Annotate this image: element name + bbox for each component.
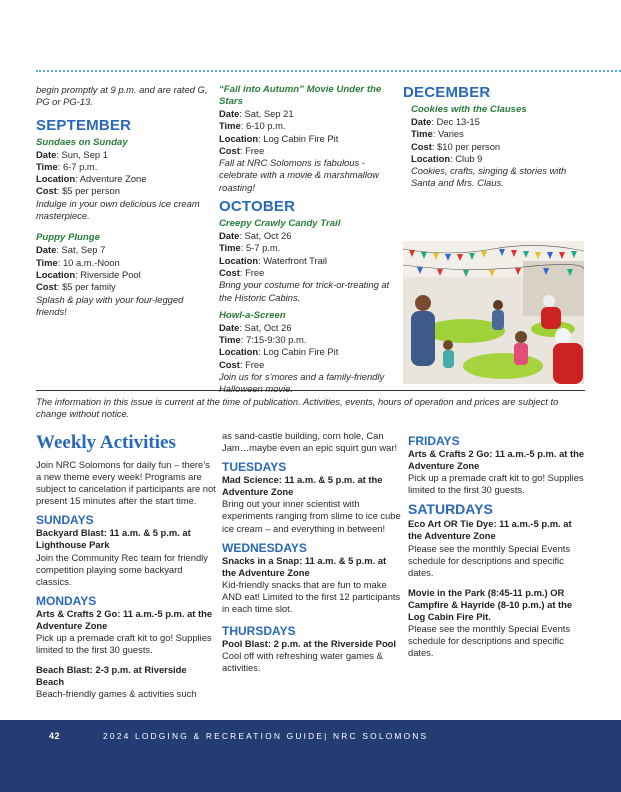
- activity-title: Movie in the Park (8:45-11 p.m.) OR Campfire & Hayride (8-10 p.m.) at the Log Cabin Fire Pit.: [408, 586, 573, 623]
- activity-description: Cool off with refreshing water games & activities.: [222, 650, 383, 674]
- events-column-2: [219, 84, 399, 396]
- event-description: Splash & play with your four-legged friends!: [36, 293, 184, 317]
- section-divider: [36, 390, 585, 391]
- event-time: Time: 7:15-9:30 p.m.: [219, 334, 307, 346]
- activity-description-continued: as sand-castle building, corn hole, Can Jam…maybe even an epic squirt gun war!: [222, 430, 398, 454]
- event-location: Location: Log Cabin Fire Pit: [219, 132, 339, 144]
- event-location: Location: Adventure Zone: [36, 173, 147, 185]
- event-cost: Cost: Free: [219, 266, 265, 278]
- event-time: Time: 6-7 p.m.: [36, 160, 98, 172]
- event-date: Date: Sun, Sep 1: [36, 148, 108, 160]
- event-location: Location: Log Cabin Fire Pit: [219, 346, 339, 358]
- event-description: Bring your costume for trick-or-treating at the Historic Cabins.: [219, 279, 390, 303]
- event-time: Time: 5-7 p.m.: [219, 242, 281, 254]
- event-title: Cookies with the Clauses: [411, 104, 527, 115]
- event-location: Location: Club 9: [411, 152, 483, 164]
- event-title: Howl-a-Screen: [219, 309, 286, 321]
- event-cost: Cost: Free: [219, 358, 265, 370]
- activity-title: Pool Blast: 2 p.m. at the Riverside Pool: [222, 638, 396, 650]
- activity-description: Beach-friendly games & activities such: [36, 688, 197, 700]
- page-number: 42: [49, 731, 61, 741]
- day-heading-tuesdays: TUESDAYS: [222, 460, 287, 475]
- movie-intro-text: begin promptly at 9 p.m. and are rated G, PG or PG-13.: [36, 84, 208, 108]
- santa-party-photo: [403, 241, 584, 384]
- event-cost: Cost: $5 per family: [36, 281, 116, 293]
- events-column-1: [36, 84, 214, 318]
- day-heading-wednesdays: WEDNESDAYS: [222, 540, 307, 555]
- month-heading-september: SEPTEMBER: [36, 116, 132, 134]
- weekly-activities-title: Weekly Activities: [36, 432, 176, 453]
- activity-title: Mad Science: 11 a.m. & 5 p.m. at the Adventure Zone: [222, 474, 383, 498]
- publication-notice: The information in this issue is current at the time of publication. Activities, events, hours of operation and prices are subject to change without notice.: [36, 396, 559, 420]
- event-description: Join us for s’mores and a family-friendly Halloween movie.: [219, 371, 385, 395]
- activity-description: Please see the monthly Special Events schedule for descriptions and specific dates.: [408, 623, 571, 659]
- activity-description: Kid-friendly snacks that are fun to make AND eat! Limited to the first 12 participants in each time slot.: [222, 578, 401, 615]
- activity-description: Bring out your inner scientist with experiments ranging from slime to ice cube ice cream – and everything in between!: [222, 498, 401, 534]
- day-heading-mondays: MONDAYS: [36, 593, 97, 608]
- event-title: Sundaes on Sunday: [36, 136, 128, 148]
- event-description: Fall at NRC Solomons is fabulous - celebrate with a movie & marshmallow roasting!: [219, 157, 379, 193]
- event-date: Date: Dec 13-15: [411, 116, 480, 127]
- activity-description: Please see the monthly Special Events schedule for descriptions and specific dates.: [408, 542, 571, 578]
- month-heading-october: OCTOBER: [219, 198, 296, 216]
- day-heading-thursdays: THURSDAYS: [222, 624, 296, 639]
- event-title: “Fall into Autumn” Movie Under the Stars: [219, 84, 382, 107]
- activity-title: Arts & Crafts 2 Go: 11 a.m.-5 p.m. at the Adventure Zone: [36, 607, 213, 631]
- event-date: Date: Sat, Oct 26: [219, 230, 292, 242]
- party-scene-illustration: [403, 241, 584, 384]
- event-location: Location: Waterfront Trail: [219, 254, 328, 266]
- event-time: Time: 10 a.m.-Noon: [36, 256, 120, 268]
- event-description: Cookies, crafts, singing & stories with Santa and Mrs. Claus.: [411, 165, 567, 189]
- day-heading-saturdays: SATURDAYS: [408, 501, 493, 518]
- weekly-column-3: [408, 434, 586, 659]
- event-cost: Cost: $5 per person: [36, 185, 120, 197]
- day-heading-fridays: FRIDAYS: [408, 434, 460, 448]
- activity-title: Beach Blast: 2-3 p.m. at Riverside Beach: [36, 664, 187, 688]
- activity-title: Eco Art OR Tie Dye: 11 a.m.-5 p.m. at the Adventure Zone: [408, 518, 572, 542]
- activity-description: Join the Community Rec team for friendly competition playing some backyard classics.: [36, 551, 208, 587]
- event-date: Date: Sat, Sep 7: [36, 244, 106, 256]
- weekly-column-1: [36, 432, 216, 701]
- activity-description: Pick up a premade craft kit to go! Supplies limited to the first 30 guests.: [36, 632, 212, 656]
- event-location: Location: Riverside Pool: [36, 268, 141, 280]
- event-time: Time: Varies: [411, 128, 464, 140]
- event-description: Indulge in your own delicious ice cream masterpiece.: [36, 197, 200, 222]
- month-heading-december: DECEMBER: [403, 84, 491, 101]
- footer-guide-title: 2024 LODGING & RECREATION GUIDE| NRC SOLOMONS: [103, 731, 429, 741]
- activity-title: Arts & Crafts 2 Go: 11 a.m.-5 p.m. at the Adventure Zone: [408, 448, 585, 472]
- event-cost: Cost: $10 per person: [411, 140, 501, 152]
- event-title: Creepy Crawly Candy Trail: [219, 218, 341, 230]
- weekly-column-2: [222, 430, 402, 674]
- event-date: Date: Sat, Oct 26: [219, 321, 292, 333]
- event-cost: Cost: Free: [219, 144, 265, 156]
- activity-title: Backyard Blast: 11 a.m. & 5 p.m. at Lighthouse Park: [36, 527, 191, 551]
- event-time: Time: 6-10 p.m.: [219, 120, 286, 132]
- event-date: Date: Sat, Sep 21: [219, 108, 294, 119]
- dotted-divider: [36, 70, 621, 72]
- day-heading-sundays: SUNDAYS: [36, 513, 94, 528]
- activity-description: Pick up a premade craft kit to go! Supplies limited to the first 30 guests.: [408, 472, 584, 496]
- events-column-3: [403, 84, 585, 190]
- event-title: Puppy Plunge: [36, 232, 100, 244]
- weekly-intro: Join NRC Solomons for daily fun – there’s a new theme every week! Programs are subject to cancelation if participants are not present 15 minutes after the start time.: [36, 459, 216, 507]
- activity-title: Snacks in a Snap: 11 a.m. & 5 p.m. at the Adventure Zone: [222, 554, 387, 578]
